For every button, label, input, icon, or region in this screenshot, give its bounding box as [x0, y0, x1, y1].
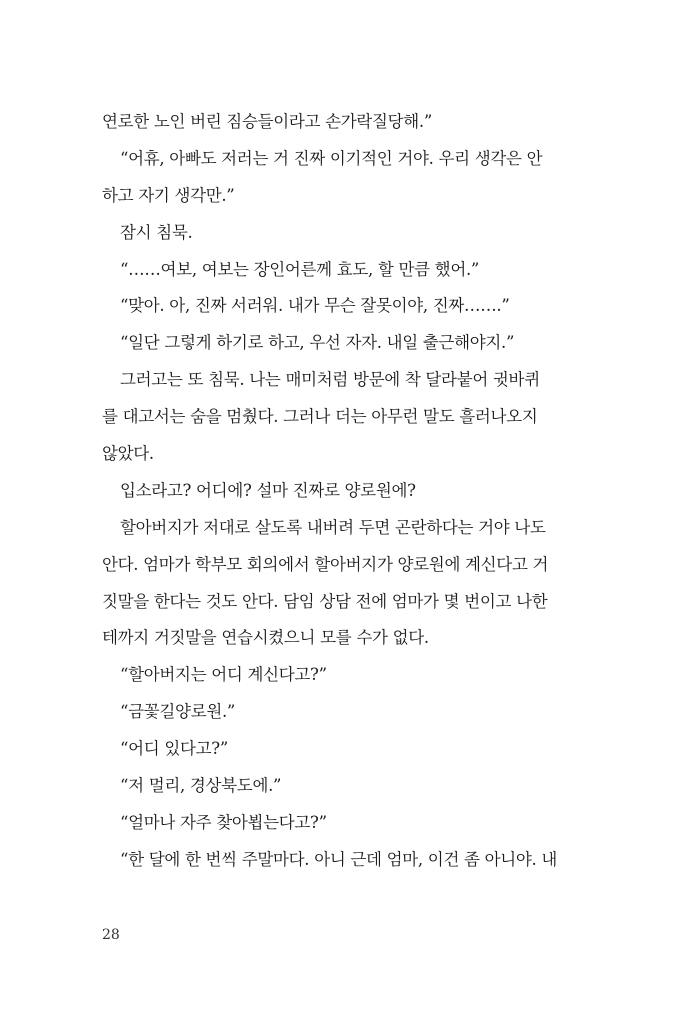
text-line: 잠시 침묵. — [120, 222, 193, 242]
text-line: 그러고는 또 침묵. 나는 매미처럼 방문에 착 달라붙어 귓바퀴 — [120, 370, 540, 390]
text-line: “얼마나 자주 찾아뵙는다고?” — [120, 812, 327, 832]
text-line: “금꽃길양로원.” — [120, 702, 236, 722]
page-number: 28 — [102, 927, 120, 943]
text-line: “어디 있다고?” — [120, 739, 228, 759]
text-line: “맞아. 아, 진짜 서러워. 내가 무슨 잘못이야, 진짜…….” — [120, 296, 510, 316]
text-line: “일단 그렇게 하기로 하고, 우선 자자. 내일 출근해야지.” — [120, 333, 515, 353]
text-line: “한 달에 한 번씩 주말마다. 아니 근데 엄마, 이건 좀 아니야. 내 — [120, 849, 558, 869]
text-line: 할아버지가 저대로 살도록 내버려 두면 곤란하다는 거야 나도 — [120, 517, 546, 537]
text-line: 안다. 엄마가 학부모 회의에서 할아버지가 양로원에 계신다고 거 — [102, 554, 549, 574]
body-text — [102, 104, 582, 879]
text-line: 테까지 거짓말을 연습시켰으니 모를 수가 없다. — [102, 628, 429, 648]
text-line: “저 멀리, 경상북도에.” — [120, 776, 282, 796]
text-line: 않았다. — [102, 444, 154, 464]
text-line: 입소라고? 어디에? 설마 진짜로 양로원에? — [120, 480, 416, 500]
text-line: 를 대고서는 숨을 멈췄다. 그러나 더는 아무런 말도 흘러나오지 — [102, 407, 538, 427]
text-line: 하고 자기 생각만.” — [102, 185, 235, 205]
text-line: “……여보, 여보는 장인어른께 효도, 할 만큼 했어.” — [120, 259, 480, 279]
text-line: 짓말을 한다는 것도 안다. 담임 상담 전에 엄마가 몇 번이고 나한 — [102, 591, 548, 611]
text-line: “할아버지는 어디 계신다고?” — [120, 665, 327, 685]
text-line: 연로한 노인 버린 짐승들이라고 손가락질당해.” — [102, 112, 433, 131]
text-line: “어휴, 아빠도 저러는 거 진짜 이기적인 거야. 우리 생각은 안 — [120, 148, 543, 168]
